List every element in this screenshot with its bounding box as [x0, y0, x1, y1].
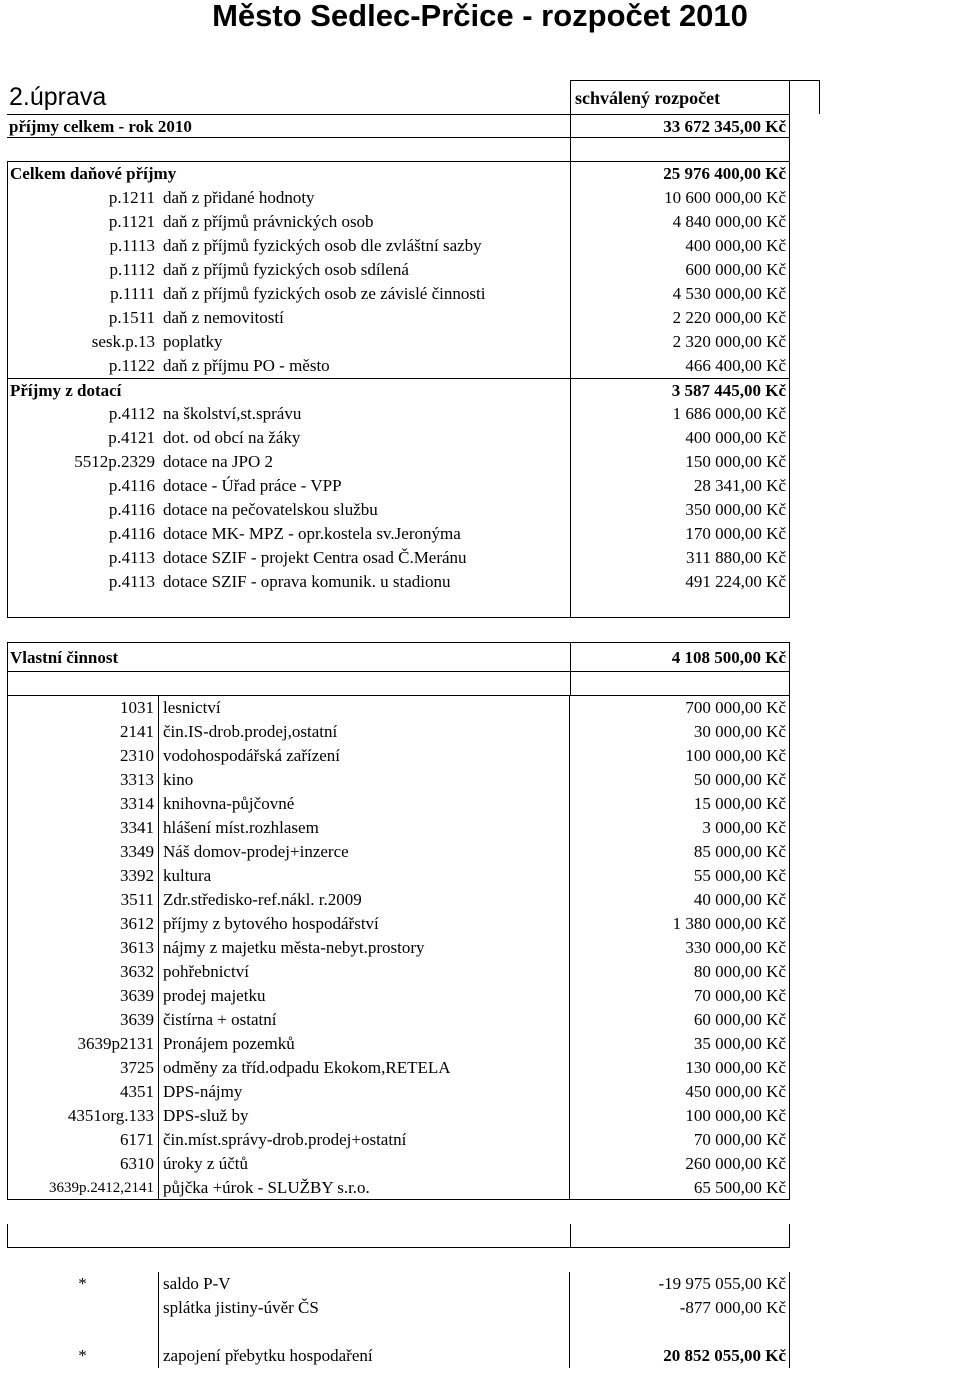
table-row	[7, 186, 959, 210]
surplus-value: 20 852 055,00 Kč	[570, 1344, 790, 1368]
item-name: lesnictví	[159, 696, 570, 720]
table-row	[7, 744, 959, 768]
item-value: 330 000,00 Kč	[570, 936, 790, 960]
table-row	[7, 984, 959, 1008]
header-row	[7, 80, 959, 114]
item-name: knihovna-půjčovné	[159, 792, 570, 816]
tax-total-value: 25 976 400,00 Kč	[570, 162, 790, 186]
item-code: sesk.p.13	[7, 330, 159, 354]
item-code: p.1112	[7, 258, 159, 282]
item-value: 10 600 000,00 Kč	[570, 186, 790, 210]
item-code: p.1113	[7, 234, 159, 258]
blank-cell	[570, 672, 790, 696]
total-label: příjmy celkem - rok 2010	[7, 114, 570, 138]
blank-cell	[790, 672, 959, 696]
balance-name: saldo P-V	[159, 1272, 570, 1296]
approved-budget-header: schválený rozpočet	[570, 80, 790, 114]
item-code: p.1211	[7, 186, 159, 210]
item-name: Pronájem pozemků	[159, 1032, 570, 1056]
tax-total-label: Celkem daňové příjmy	[7, 162, 570, 186]
balance-code	[7, 1296, 159, 1320]
item-name: pohřebnictví	[159, 960, 570, 984]
item-name: daň z příjmů fyzických osob dle zvláštní sazby	[163, 236, 482, 255]
item-name: dotace SZIF - projekt Centra osad Č.Meránu	[163, 548, 467, 567]
spacer-row	[7, 1200, 959, 1224]
item-code: 3313	[7, 768, 159, 792]
blank-cell	[790, 1200, 959, 1224]
item-code: 3639p2131	[7, 1032, 159, 1056]
table-row	[7, 1272, 959, 1296]
item-value: 150 000,00 Kč	[570, 450, 790, 474]
item-value: 170 000,00 Kč	[570, 522, 790, 546]
table-row	[7, 474, 959, 498]
item-code: p.4116	[7, 522, 159, 546]
item-code: p.4121	[7, 426, 159, 450]
item-name: daň z příjmů fyzických osob sdílená	[163, 260, 409, 279]
table-row	[7, 1296, 959, 1320]
item-code: p.4113	[7, 546, 159, 570]
item-value: 491 224,00 Kč	[570, 570, 790, 594]
item-name: dot. od obcí na žáky	[163, 428, 301, 447]
table-row	[7, 912, 959, 936]
item-code: 3392	[7, 864, 159, 888]
blank-cell	[7, 1200, 570, 1224]
item-value: 450 000,00 Kč	[570, 1080, 790, 1104]
item-name: dotace SZIF - oprava komunik. u stadionu	[163, 572, 451, 591]
grants-total-row	[7, 378, 959, 402]
item-code: 4351org.133	[7, 1104, 159, 1128]
own-total-value: 4 108 500,00 Kč	[570, 642, 790, 672]
item-value: 400 000,00 Kč	[570, 426, 790, 450]
item-name: kino	[159, 768, 570, 792]
grants-total-label: Příjmy z dotací	[7, 378, 570, 402]
blank-cell	[7, 138, 570, 162]
blank-cell	[570, 138, 790, 162]
item-code: 6310	[7, 1152, 159, 1176]
item-value: 100 000,00 Kč	[570, 1104, 790, 1128]
item-value: 30 000,00 Kč	[570, 720, 790, 744]
table-row	[7, 426, 959, 450]
revision-label: 2.úprava	[9, 83, 107, 111]
item-name: daň z nemovitostí	[163, 308, 284, 327]
blank-cell	[7, 594, 570, 618]
table-row	[7, 522, 959, 546]
item-code: 4351	[7, 1080, 159, 1104]
item-code: 3613	[7, 936, 159, 960]
item-value: 1 686 000,00 Kč	[570, 402, 790, 426]
item-code: 3639	[7, 1008, 159, 1032]
item-code: 6171	[7, 1128, 159, 1152]
table-row	[7, 1008, 959, 1032]
item-name: daň z příjmů fyzických osob ze závislé činnosti	[163, 284, 486, 303]
item-value: 55 000,00 Kč	[570, 864, 790, 888]
blank-cell	[790, 594, 959, 618]
item-code: 3632	[7, 960, 159, 984]
table-row	[7, 1104, 959, 1128]
table-row	[7, 1080, 959, 1104]
item-code: 3341	[7, 816, 159, 840]
table-row	[7, 768, 959, 792]
table-row	[7, 1152, 959, 1176]
item-code: 2310	[7, 744, 159, 768]
total-row	[7, 114, 959, 138]
spacer-row	[7, 672, 959, 696]
item-value: 4 530 000,00 Kč	[570, 282, 790, 306]
item-value: 60 000,00 Kč	[570, 1008, 790, 1032]
item-name: prodej majetku	[159, 984, 570, 1008]
table-row	[7, 306, 959, 330]
balance-name: splátka jistiny-úvěr ČS	[159, 1296, 570, 1320]
item-name: dotace na JPO 2	[163, 452, 274, 471]
item-code: 3639p.2412,2141	[7, 1176, 159, 1200]
item-value: 600 000,00 Kč	[570, 258, 790, 282]
spacer-row	[7, 138, 959, 162]
item-name: odměny za tříd.odpadu Ekokom,RETELA	[159, 1056, 570, 1080]
item-value: 466 400,00 Kč	[570, 354, 790, 378]
item-name: dotace na pečovatelskou službu	[163, 500, 378, 519]
blank-cell	[570, 1200, 790, 1224]
item-code: 3612	[7, 912, 159, 936]
item-value: 70 000,00 Kč	[570, 984, 790, 1008]
item-code: p.4112	[7, 402, 159, 426]
item-name: nájmy z majetku města-nebyt.prostory	[159, 936, 570, 960]
blank-cell	[790, 1248, 959, 1272]
item-code: 3639	[7, 984, 159, 1008]
surplus-code: *	[7, 1344, 159, 1368]
item-code: p.1511	[7, 306, 159, 330]
item-value: 2 220 000,00 Kč	[570, 306, 790, 330]
item-code: 3511	[7, 888, 159, 912]
item-value: 65 500,00 Kč	[570, 1176, 790, 1200]
item-name: Náš domov-prodej+inzerce	[159, 840, 570, 864]
table-row	[7, 354, 959, 378]
item-name: Zdr.středisko-ref.nákl. r.2009	[159, 888, 570, 912]
balance-value: -19 975 055,00 Kč	[570, 1272, 790, 1296]
blank-cell	[790, 618, 959, 642]
table-row	[7, 450, 959, 474]
blank-cell	[159, 1320, 570, 1344]
blank-cell	[790, 138, 959, 162]
table-row	[7, 888, 959, 912]
own-total-row	[7, 642, 959, 672]
item-name: vodohospodářská zařízení	[159, 744, 570, 768]
item-name: kultura	[159, 864, 570, 888]
table-row	[7, 234, 959, 258]
table-row	[7, 210, 959, 234]
item-value: 15 000,00 Kč	[570, 792, 790, 816]
item-value: 50 000,00 Kč	[570, 768, 790, 792]
item-value: 80 000,00 Kč	[570, 960, 790, 984]
item-name: čin.míst.správy-drob.prodej+ostatní	[159, 1128, 570, 1152]
item-name: půjčka +úrok - SLUŽBY s.r.o.	[159, 1176, 570, 1200]
item-code: 3349	[7, 840, 159, 864]
item-value: 400 000,00 Kč	[570, 234, 790, 258]
total-value: 33 672 345,00 Kč	[570, 114, 790, 138]
item-code: 3725	[7, 1056, 159, 1080]
item-code: 3314	[7, 792, 159, 816]
item-name: čin.IS-drob.prodej,ostatní	[159, 720, 570, 744]
table-row	[7, 330, 959, 354]
own-total-label: Vlastní činnost	[7, 642, 570, 672]
table-row	[7, 1032, 959, 1056]
budget-table	[7, 80, 959, 1368]
table-row	[7, 1128, 959, 1152]
table-row	[7, 570, 959, 594]
item-name: dotace - Úřad práce - VPP	[163, 476, 342, 495]
item-value: 70 000,00 Kč	[570, 1128, 790, 1152]
blank-cell	[790, 1224, 959, 1248]
table-row	[7, 720, 959, 744]
table-row	[7, 960, 959, 984]
table-row	[7, 936, 959, 960]
item-value: 130 000,00 Kč	[570, 1056, 790, 1080]
blank-cell	[7, 1248, 570, 1272]
table-row	[7, 258, 959, 282]
item-name: DPS-nájmy	[159, 1080, 570, 1104]
item-name: úroky z účtů	[159, 1152, 570, 1176]
item-value: 100 000,00 Kč	[570, 744, 790, 768]
item-value: 3 000,00 Kč	[570, 816, 790, 840]
item-name: dotace MK- MPZ - opr.kostela sv.Jeronýma	[163, 524, 461, 543]
item-value: 260 000,00 Kč	[570, 1152, 790, 1176]
header-blank	[790, 80, 820, 114]
item-name: na školství,st.správu	[163, 404, 302, 423]
item-name: daň z přidané hodnoty	[163, 188, 315, 207]
blank-cell	[570, 1248, 790, 1272]
balance-value: -877 000,00 Kč	[570, 1296, 790, 1320]
item-value: 28 341,00 Kč	[570, 474, 790, 498]
item-value: 85 000,00 Kč	[570, 840, 790, 864]
item-code: p.1121	[7, 210, 159, 234]
table-row	[7, 816, 959, 840]
item-code: 5512p.2329	[7, 450, 159, 474]
table-row	[7, 696, 959, 720]
item-value: 311 880,00 Kč	[570, 546, 790, 570]
table-row	[7, 840, 959, 864]
spacer-row	[7, 594, 959, 618]
item-code: 1031	[7, 696, 159, 720]
balance-code: *	[7, 1272, 159, 1296]
table-row	[7, 1176, 959, 1200]
item-name: daň z příjmů právnických osob	[163, 212, 374, 231]
blank-cell	[570, 1320, 790, 1344]
blank-cell	[7, 1224, 570, 1248]
item-value: 1 380 000,00 Kč	[570, 912, 790, 936]
table-row	[7, 498, 959, 522]
blank-cell	[790, 114, 820, 138]
tax-total-row	[7, 162, 959, 186]
item-code: p.4113	[7, 570, 159, 594]
item-value: 2 320 000,00 Kč	[570, 330, 790, 354]
item-code: p.4116	[7, 498, 159, 522]
table-row	[7, 402, 959, 426]
item-name: čistírna + ostatní	[159, 1008, 570, 1032]
blank-cell	[7, 618, 570, 642]
spacer-row	[7, 1248, 959, 1272]
spacer-row	[7, 618, 959, 642]
item-name: poplatky	[163, 332, 223, 351]
item-name: daň z příjmu PO - město	[163, 356, 330, 375]
item-value: 40 000,00 Kč	[570, 888, 790, 912]
table-row	[7, 792, 959, 816]
surplus-row	[7, 1344, 959, 1368]
item-code: 2141	[7, 720, 159, 744]
item-name: hlášení míst.rozhlasem	[159, 816, 570, 840]
item-code: p.1122	[7, 354, 159, 378]
item-code: p.4116	[7, 474, 159, 498]
blank-cell	[570, 1224, 790, 1248]
surplus-name: zapojení přebytku hospodaření	[159, 1344, 570, 1368]
item-name: příjmy z bytového hospodářství	[159, 912, 570, 936]
item-value: 350 000,00 Kč	[570, 498, 790, 522]
item-value: 700 000,00 Kč	[570, 696, 790, 720]
table-row	[7, 1056, 959, 1080]
blank-cell	[570, 618, 790, 642]
item-value: 35 000,00 Kč	[570, 1032, 790, 1056]
blank-cell	[7, 1320, 159, 1344]
table-row	[7, 864, 959, 888]
page-title: Město Sedlec-Prčice - rozpočet 2010	[212, 0, 748, 33]
item-value: 4 840 000,00 Kč	[570, 210, 790, 234]
table-row	[7, 546, 959, 570]
grants-total-value: 3 587 445,00 Kč	[570, 378, 790, 402]
item-code: p.1111	[7, 282, 159, 306]
blank-cell	[570, 594, 790, 618]
blank-cell	[7, 672, 570, 696]
table-row	[7, 282, 959, 306]
spacer-row	[7, 1320, 959, 1344]
spacer-row	[7, 1224, 959, 1248]
item-name: DPS-služ by	[159, 1104, 570, 1128]
